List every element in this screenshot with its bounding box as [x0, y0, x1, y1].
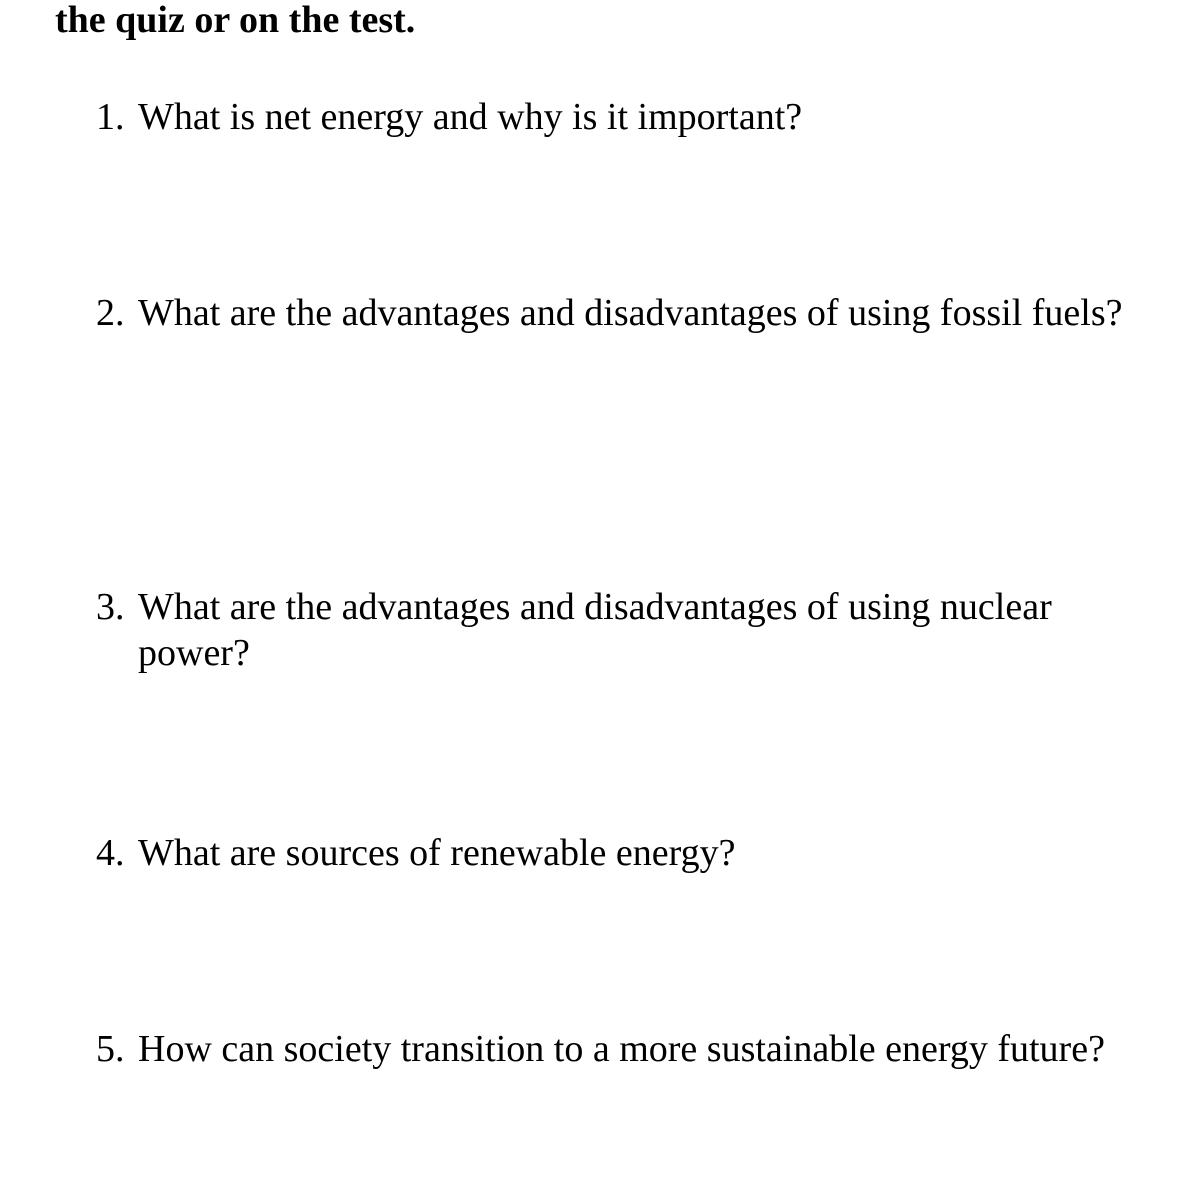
question-text: How can society transition to a more sustainable energy future?	[138, 1028, 1105, 1070]
question-text: What are the advantages and disadvantages of using fossil fuels?	[138, 292, 1123, 334]
question-number: 4.	[96, 832, 125, 874]
heading-fragment: the quiz or on the test.	[55, 0, 416, 41]
question-text: What are the advantages and disadvantages of using nuclear power?	[138, 586, 1052, 674]
question-item-5	[96, 1026, 1156, 1072]
question-number: 1.	[96, 96, 125, 138]
question-item-3	[96, 584, 1156, 676]
question-item-4	[96, 830, 1156, 876]
question-text: What are sources of renewable energy?	[138, 832, 736, 874]
question-item-2	[96, 290, 1156, 336]
question-number: 3.	[96, 586, 125, 628]
question-number: 2.	[96, 292, 125, 334]
question-number: 5.	[96, 1028, 125, 1070]
question-item-1	[96, 94, 1156, 140]
question-text: What is net energy and why is it important?	[138, 96, 803, 138]
